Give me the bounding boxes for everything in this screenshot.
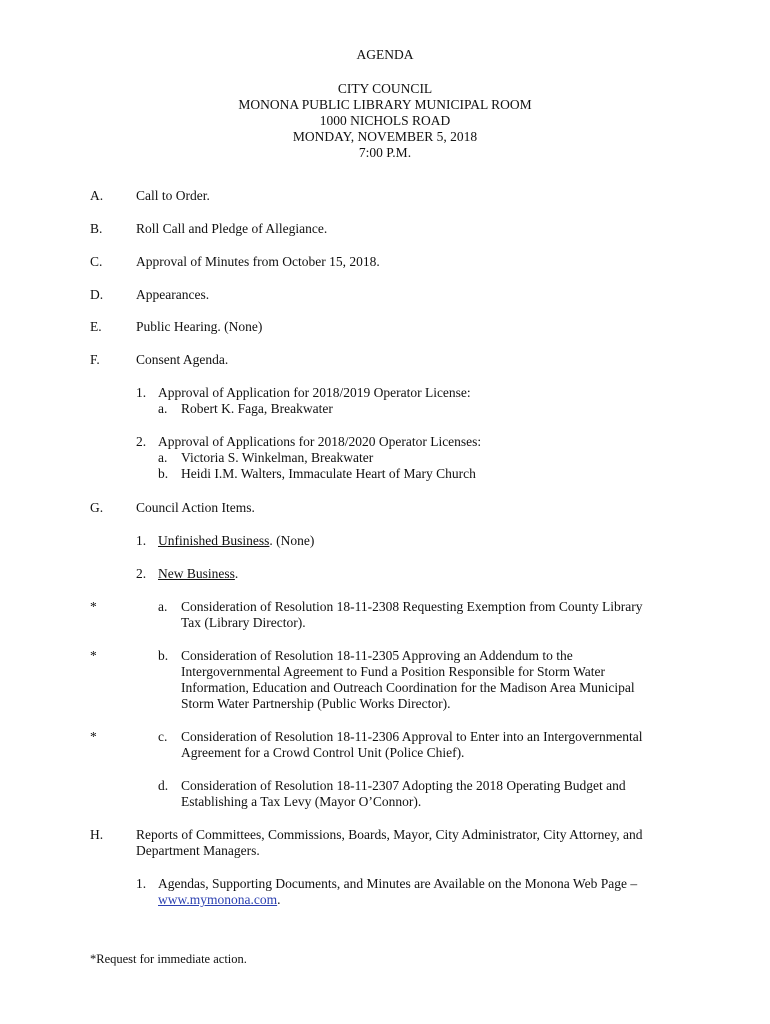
item-f1a-label: a. (158, 401, 168, 416)
item-f1-num: 1. (136, 385, 147, 400)
immediate-action-marker: * (90, 648, 97, 663)
item-a-letter: A. (90, 188, 104, 203)
item-e-text: Public Hearing. (None) (136, 319, 263, 334)
header-line-venue: MONONA PUBLIC LIBRARY MUNICIPAL ROOM (238, 97, 532, 112)
item-g1-line (158, 532, 314, 549)
item-f2b-text: Heidi I.M. Walters, Immaculate Heart of Mary Church (181, 466, 476, 481)
item-a-text: Call to Order. (136, 188, 210, 203)
item-f2a-label: a. (158, 450, 168, 465)
item-c-text: Approval of Minutes from October 15, 2018. (136, 254, 380, 269)
item-g2d-line: Establishing a Tax Levy (Mayor O’Connor). (181, 794, 422, 809)
item-h1-num: 1. (136, 876, 147, 891)
header-line-body: CITY COUNCIL (337, 81, 433, 96)
new-business-suffix: . (234, 566, 239, 581)
item-b-letter: B. (90, 221, 103, 236)
immediate-action-marker: * (90, 599, 97, 614)
item-f2a-text: Victoria S. Winkelman, Breakwater (181, 450, 374, 465)
item-f-text: Consent Agenda. (136, 352, 229, 367)
item-g2d-line: Consideration of Resolution 18-11-2307 Adopting the 2018 Operating Budget and (181, 778, 626, 793)
footnote: *Request for immediate action. (90, 952, 247, 966)
item-f-letter: F. (90, 352, 100, 367)
item-g2a-line: Consideration of Resolution 18-11-2308 Requesting Exemption from County Library (181, 599, 643, 614)
item-g-letter: G. (90, 500, 104, 515)
agenda-title: AGENDA (356, 47, 414, 62)
item-h-line: Reports of Committees, Commissions, Boards, Mayor, City Administrator, City Attorney, and (136, 827, 643, 842)
item-g2b-line: Consideration of Resolution 18-11-2305 Approving an Addendum to the (181, 648, 573, 663)
item-g2b-label: b. (158, 648, 169, 663)
item-b-text: Roll Call and Pledge of Allegiance. (136, 221, 328, 236)
monona-website-link[interactable]: www.mymonona.com (158, 892, 278, 907)
item-g2a-line: Tax (Library Director). (181, 615, 306, 630)
item-f2-text: Approval of Applications for 2018/2020 Operator Licenses: (158, 434, 482, 449)
item-f1-text: Approval of Application for 2018/2019 Operator License: (158, 385, 471, 400)
link-suffix: . (277, 892, 281, 907)
item-g2-line (158, 565, 238, 582)
item-d-text: Appearances. (136, 287, 210, 302)
item-g2c-line: Agreement for a Crowd Control Unit (Police Chief). (181, 745, 465, 760)
item-g2c-label: c. (158, 729, 168, 744)
item-h-line: Department Managers. (136, 843, 260, 858)
item-e-letter: E. (90, 319, 102, 334)
item-g2b-line: Intergovernmental Agreement to Fund a Position Responsible for Storm Water (181, 664, 605, 679)
unfinished-business-suffix: . (None) (269, 533, 315, 548)
item-f1a-text: Robert K. Faga, Breakwater (181, 401, 333, 416)
item-g2d-label: d. (158, 778, 169, 793)
item-g2a-label: a. (158, 599, 168, 614)
item-h1-text: Agendas, Supporting Documents, and Minutes are Available on the Monona Web Page – (158, 876, 638, 891)
header-line-date: MONDAY, NOVEMBER 5, 2018 (292, 129, 478, 144)
header-line-time: 7:00 P.M. (358, 145, 412, 160)
item-g-text: Council Action Items. (136, 500, 255, 515)
item-g2c-line: Consideration of Resolution 18-11-2306 Approval to Enter into an Intergovernmental (181, 729, 643, 744)
item-g2b-line: Information, Education and Outreach Coordination for the Madison Area Municipal (181, 680, 635, 695)
immediate-action-marker: * (90, 729, 97, 744)
item-g1-num: 1. (136, 533, 147, 548)
item-h1-link-line (158, 891, 280, 908)
item-f2-num: 2. (136, 434, 147, 449)
item-f2b-label: b. (158, 466, 169, 481)
new-business-heading: New Business (158, 566, 235, 581)
unfinished-business-heading: Unfinished Business (158, 533, 270, 548)
item-g2b-line: Storm Water Partnership (Public Works Director). (181, 696, 451, 711)
item-c-letter: C. (90, 254, 103, 269)
header-line-address: 1000 NICHOLS ROAD (319, 113, 451, 128)
item-h-letter: H. (90, 827, 104, 842)
item-d-letter: D. (90, 287, 104, 302)
item-g2-num: 2. (136, 566, 147, 581)
